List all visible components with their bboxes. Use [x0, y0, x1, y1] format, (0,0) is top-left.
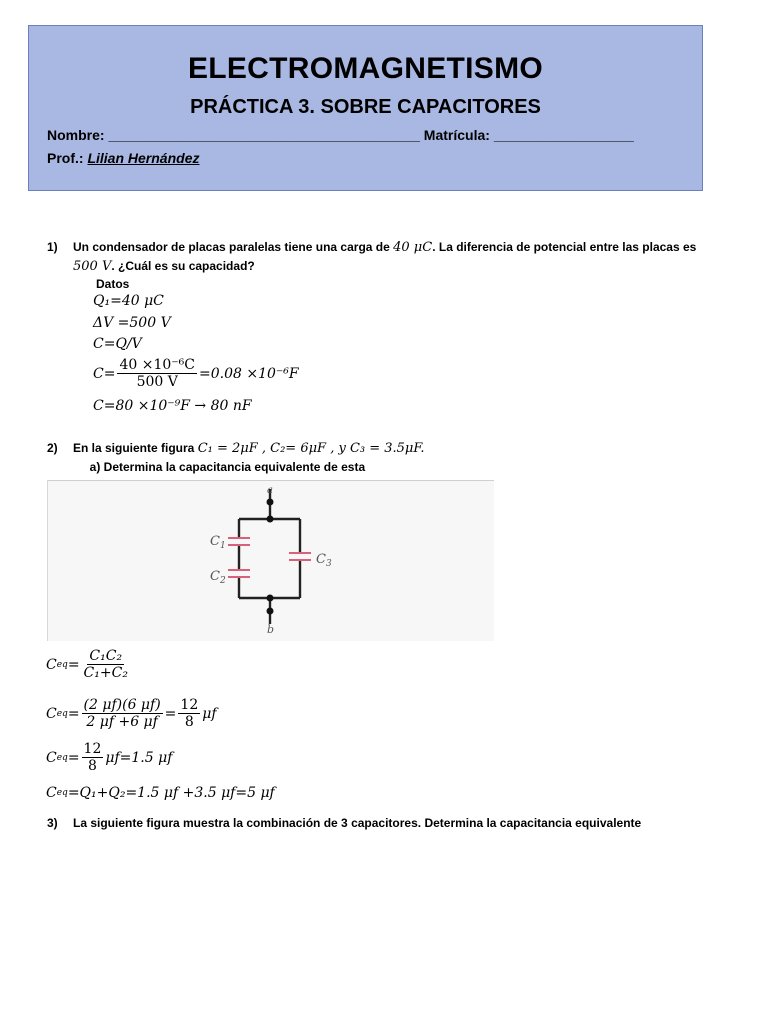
q2-c1: C₁ = 2μF ,: [197, 441, 271, 456]
q1-eq4-den: 500 V: [136, 374, 178, 390]
q1-eq4-lhs: C=: [93, 365, 116, 382]
label-c1: C: [210, 534, 220, 549]
q2-eq-simplified: C eq = $\frac{12}{8}$ μf=1.5 μf: [46, 741, 173, 774]
datos-label: Datos: [96, 277, 130, 291]
matricula-label: Matrícula:: [419, 127, 494, 143]
q2-eq2-mid-den: 8: [184, 714, 194, 730]
q1-eq-substitution: [93, 357, 299, 390]
q2-c2: C₂= 6μF , y: [270, 441, 350, 456]
label-c3: C: [316, 552, 326, 567]
q2-text-a: En la siguiente figura: [73, 441, 198, 455]
q1-eq4-fraction: [117, 357, 197, 390]
junction-top-dot: [267, 516, 274, 523]
question-number: 1): [47, 240, 58, 254]
junction-bottom-dot: [267, 595, 274, 602]
q2-eq-total: [46, 785, 275, 801]
label-c3-sub: 3: [326, 559, 332, 569]
node-b-dot: [267, 608, 274, 615]
q2-eq2-fraction: [82, 697, 163, 730]
ceq-subscript: eq: [56, 752, 68, 763]
q1-text-a: Un condensador de placas paralelas tiene una carga de: [73, 240, 394, 254]
question-text: [73, 238, 703, 276]
q1-eq4-rhs: =0.08 ×10⁻⁶F: [198, 365, 299, 382]
q2-eq3-den: 8: [88, 758, 97, 774]
q1-eq-result: C=80 ×10⁻⁹F → 80 nF: [93, 398, 252, 414]
label-c2: C: [210, 569, 220, 584]
label-c1-sub: 1: [220, 541, 226, 551]
q2-eq2-mid-fraction: [178, 697, 200, 730]
q2-eq1-num: C₁C₂: [89, 648, 123, 664]
label-b: b: [267, 623, 275, 636]
node-a-dot: [267, 499, 274, 506]
q2-eq3-fraction: [82, 741, 104, 774]
q2-eq2-unit: μf: [202, 705, 217, 722]
question-number: 3): [47, 816, 58, 830]
question-text: La siguiente figura muestra la combinación de 3 capacitores. Determina la capacitancia equivalente: [73, 816, 642, 830]
q2-eq3-num: 12: [83, 741, 102, 757]
q2-eq4-rhs: =Q₁+Q₂=1.5 μf +3.5 μf=5 μf: [67, 785, 275, 801]
prof-name: Lilian Hernández: [87, 150, 200, 166]
q2-eq1-den: C₁+C₂: [83, 665, 128, 681]
q2-eq-substitution: C eq = $\frac{(2 \mu f)(6 \mu f)}{2 \mu f +6 \mu f}$ = $\frac{12}{8}$ μf: [46, 697, 217, 730]
q1-charge: 40 μC: [393, 240, 433, 255]
capacitor-circuit-diagram: [48, 481, 494, 641]
q2-c3: C₃ = 3.5μF.: [349, 441, 425, 456]
ceq-symbol: C: [46, 705, 57, 722]
question-number: 2): [47, 441, 58, 455]
q2-eq2-mid-num: 12: [180, 697, 199, 713]
name-line: [47, 127, 634, 143]
matricula-blank: __________________: [493, 127, 634, 143]
ceq-subscript: eq: [56, 708, 68, 719]
q1-text-b: . La diferencia de potencial entre las placas es: [432, 240, 697, 254]
q2-eq1-fraction: [82, 648, 130, 681]
circuit-figure: [47, 480, 494, 641]
q1-voltage: 500 V: [73, 259, 112, 274]
ceq-symbol: C: [46, 785, 57, 801]
q2-eq2-num: (2 μf)(6 μf): [83, 697, 161, 713]
prof-line: [47, 150, 199, 166]
label-a: a: [267, 485, 273, 496]
ceq-symbol: C: [46, 656, 57, 673]
q2-eq-series-formula: C eq = $\frac{\text{C₁C₂}}{\text{C₁+C₂}}$: [46, 648, 128, 681]
prof-label: Prof.:: [47, 150, 88, 166]
q2-eq3-rhs: μf=1.5 μf: [105, 749, 173, 766]
q1-text-c: . ¿Cuál es su capacidad?: [111, 259, 255, 273]
ceq-subscript: eq: [56, 659, 68, 670]
nombre-label: Nombre:: [47, 127, 109, 143]
ceq-symbol: C: [46, 749, 57, 766]
label-c2-sub: 2: [220, 576, 226, 586]
nombre-blank: ________________________________________: [108, 127, 420, 143]
page-title: ELECTROMAGNETISMO: [187, 52, 544, 85]
page-subtitle: PRÁCTICA 3. SOBRE CAPACITORES: [190, 96, 541, 118]
q1-eq-voltage: ΔV =500 V: [93, 315, 171, 331]
q2-text-b: a) Determina la capacitancia equivalente de esta: [73, 460, 366, 474]
q1-eq-charge: Q₁=40 μC: [93, 293, 164, 309]
ceq-subscript: eq: [56, 788, 68, 798]
q2-eq2-den: 2 μf +6 μf: [86, 714, 158, 730]
header-box: [28, 25, 703, 191]
q1-eq4-num: 40 ×10⁻⁶C: [119, 357, 195, 373]
q1-eq-formula: C=Q/V: [93, 336, 142, 352]
